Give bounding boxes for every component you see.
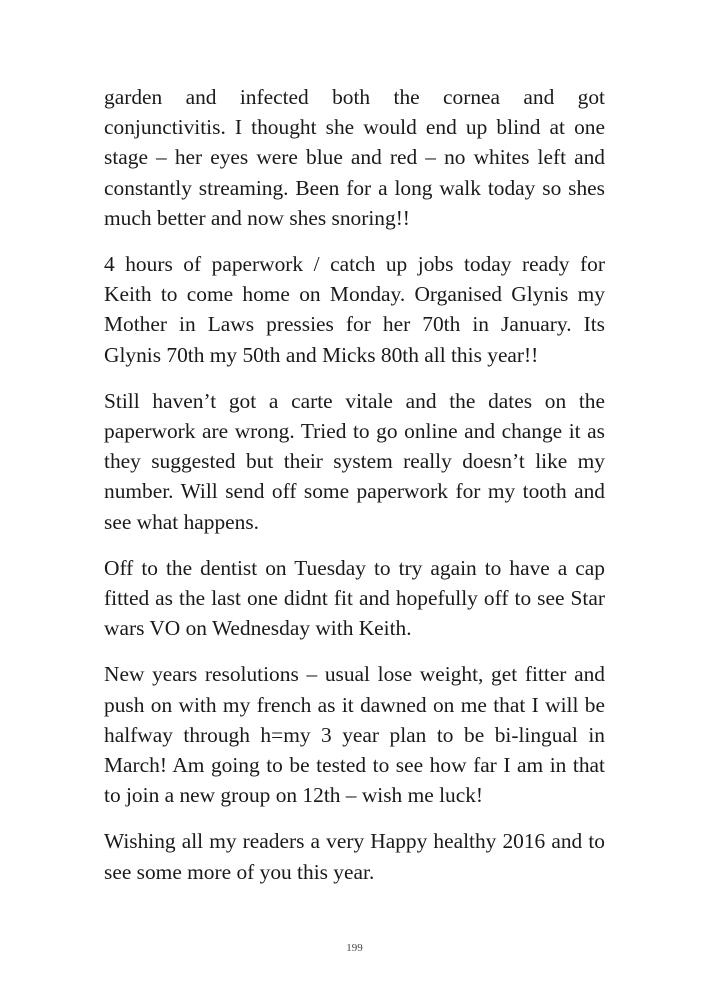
paragraph: 4 hours of paperwork / catch up jobs today ready for Keith to come home on Monday. Organised Glynis my Mother in Laws pressies for her 70th in January. Its Glynis 70th my 50th and Micks 80th all this year!! xyxy=(104,252,605,367)
paragraph: Still haven’t got a carte vitale and the dates on the paperwork are wrong. Tried to go online and change it as they suggested but their system really doesn’t like my number. Will send off some paperwork for my tooth and see what happens. xyxy=(104,388,605,534)
paragraph: Off to the dentist on Tuesday to try again to have a cap fitted as the last one didnt fit and hopefully off to see Star wars VO on Wednesday with Keith. xyxy=(104,555,605,641)
paragraph: New years resolutions – usual lose weight, get fitter and push on with my french as it dawned on me that I will be halfway through h=my 3 year plan to be bi-lingual in March! Am going to be tested to see how far I am in that to join a new group on 12th – wish me luck! xyxy=(104,662,605,808)
page-number: 199 xyxy=(346,942,363,954)
paragraph: Wishing all my readers a very Happy healthy 2016 and to see some more of you this year. xyxy=(104,829,605,884)
paragraph: garden and infected both the cornea and got conjunctivitis. I thought she would end up blind at one stage – her eyes were blue and red – no whites left and constantly streaming. Been for a long walk today so shes much better and now shes snoring!! xyxy=(104,85,605,230)
body-text xyxy=(104,82,605,903)
